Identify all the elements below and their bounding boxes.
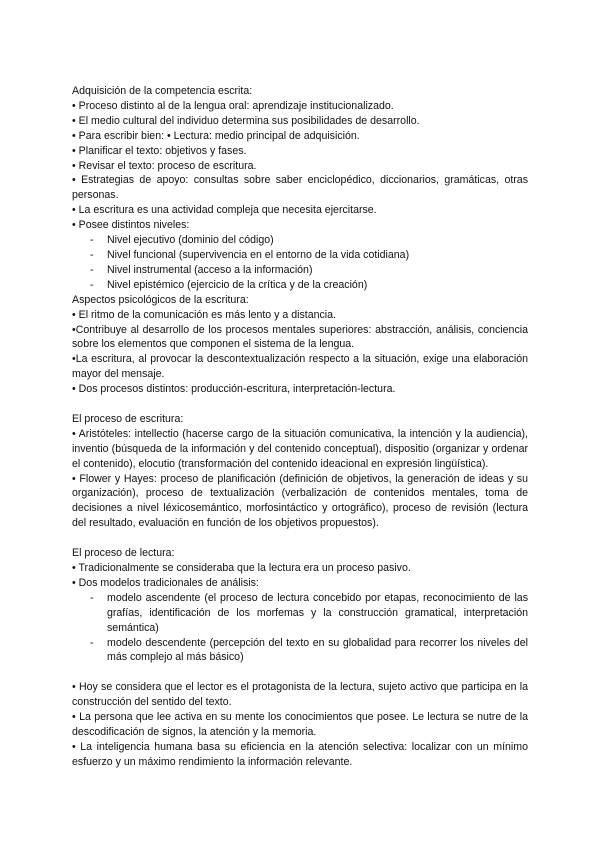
sub-item-text: Nivel funcional (supervivencia en el entorno de la vida cotidiana)	[107, 248, 410, 261]
bullet-item: • Hoy se considera que el lector es el protagonista de la lectura, sujeto activo que participa en la construcción del sentido del texto.	[72, 681, 528, 709]
bullet-item: • El ritmo de la comunicación es más lento y a distancia.	[72, 308, 336, 321]
dash-marker: -	[90, 278, 94, 291]
blank-line	[72, 397, 528, 412]
section-title-lectura: El proceso de lectura:	[72, 547, 175, 560]
sub-item-nivel-ejecutivo	[72, 233, 528, 248]
bullet-item: •La escritura, al provocar la descontextualización respecto a la situación, exige una elaboración mayor del mensaje.	[72, 353, 528, 381]
sub-item-nivel-funcional	[72, 248, 528, 263]
bullet-item: • Proceso distinto al de la lengua oral: aprendizaje institucionalizado.	[72, 99, 394, 112]
bullet-item: • Tradicionalmente se consideraba que la lectura era un proceso pasivo.	[72, 561, 411, 574]
blank-line	[72, 531, 528, 546]
bullet-item: • Dos modelos tradicionales de análisis:	[72, 576, 259, 589]
bullet-item: • Para escribir bien: • Lectura: medio principal de adquisición.	[72, 129, 360, 142]
sub-item-nivel-epistemico	[72, 278, 528, 293]
bullet-item: • La persona que lee activa en su mente los conocimientos que posee. Le lectura se nutre de la descodificación de signos, la atención y la memoria.	[72, 711, 528, 738]
bullet-item: • Aristóteles: intellectio (hacerse cargo de la situación comunicativa, la intención y la audiencia), inventio (búsqueda de la información y del contenido conceptual), dispositio (organizar y ordenar el contenido), elocutio (transformación del contenido ideacional en expresión lingüística).	[72, 427, 528, 470]
sub-item-text: modelo descendente (percepción del texto en su globalidad para recorrer los niveles del más complejo al más básico)	[107, 636, 528, 664]
bullet-item: • Flower y Hayes: proceso de planificación (definición de objetivos, la generación de ideas y su organización), proceso de textualización (verbalización de contenidos mentales, toma de decisiones a nivel léxicosemántico, morfosintáctico y ortográfico), proceso de revisión (lectura del resultado, evaluación en función de los objetivos propuestos).	[72, 472, 528, 530]
bullet-item: • Planificar el texto: objetivos y fases.	[72, 144, 247, 157]
dash-marker: -	[90, 248, 94, 261]
sub-item-modelo-ascendente	[72, 591, 528, 636]
bullet-item: • La inteligencia humana basa su eficiencia en la atención selectiva: localizar con un mínimo esfuerzo y un máximo rendimiento la información relevante.	[72, 740, 528, 768]
bullet-item: •Contribuye al desarrollo de los procesos mentales superiores: abstracción, análisis, conciencia sobre los elementos que componen el sistema de la lengua.	[72, 323, 528, 351]
dash-marker: -	[90, 263, 94, 276]
bullet-item: • Posee distintos niveles:	[72, 219, 190, 232]
sub-item-text: Nivel epistémico (ejercicio de la crítica y de la creación)	[107, 278, 368, 291]
dash-marker: -	[90, 636, 94, 649]
dash-marker: -	[90, 591, 94, 604]
dash-marker: -	[90, 234, 94, 247]
section-title-adquisicion: Adquisición de la competencia escrita:	[72, 85, 253, 97]
bullet-item: • Dos procesos distintos: producción-escritura, interpretación-lectura.	[72, 383, 396, 396]
bullet-item: • Revisar el texto: proceso de escritura.	[72, 159, 257, 172]
section-title-escritura: El proceso de escritura:	[72, 412, 184, 425]
document-page	[72, 84, 528, 770]
blank-line	[72, 665, 528, 680]
sub-item-text: Nivel ejecutivo (dominio del código)	[107, 234, 274, 247]
bullet-item: • El medio cultural del individuo determina sus posibilidades de desarrollo.	[72, 114, 420, 127]
section-title-aspectos: Aspectos psicológicos de la escritura:	[72, 293, 249, 306]
bullet-item: • Estrategias de apoyo: consultas sobre saber enciclopédico, diccionarios, gramáticas, otras personas.	[72, 174, 528, 202]
sub-item-text: modelo ascendente (el proceso de lectura concebido por etapas, reconocimiento de las grafías, identificación de los morfemas y la construcción gramatical, interpretación semántica)	[107, 591, 528, 634]
bullet-item: • La escritura es una actividad compleja que necesita ejercitarse.	[72, 204, 377, 217]
sub-item-modelo-descendente	[72, 636, 528, 666]
sub-item-nivel-instrumental	[72, 263, 528, 278]
sub-item-text: Nivel instrumental (acceso a la información)	[107, 263, 313, 276]
